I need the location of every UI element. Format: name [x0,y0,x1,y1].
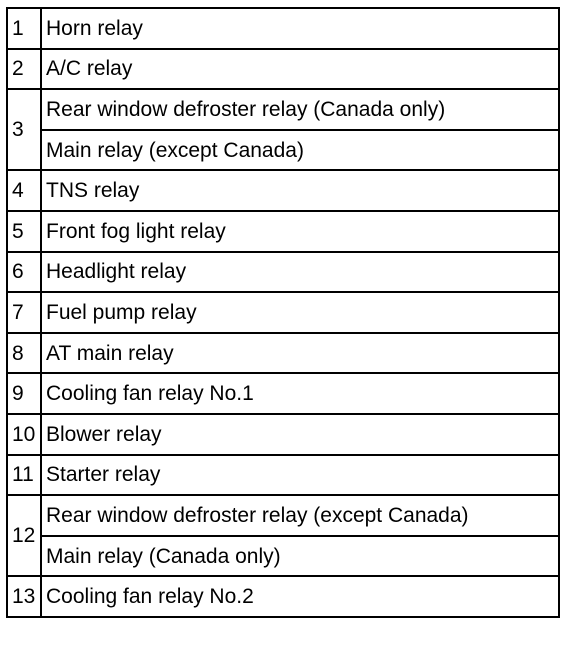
relay-description-cell: Cooling fan relay No.2 [41,576,559,617]
table-row [7,8,559,49]
relay-description-cell: Blower relay [41,414,559,455]
table-row [7,455,559,496]
table-row [7,49,559,90]
relay-description-cell: Cooling fan relay No.1 [41,373,559,414]
relay-number-cell: 4 [7,170,41,211]
relay-number-cell: 2 [7,49,41,90]
table-row [7,536,559,577]
relay-description-cell: Horn relay [41,8,559,49]
relay-number-cell: 13 [7,576,41,617]
relay-description-cell: Main relay (except Canada) [41,130,559,171]
table-row [7,373,559,414]
relay-number-cell: 1 [7,8,41,49]
relay-number-cell: 8 [7,333,41,374]
relay-number-cell: 12 [7,495,41,576]
relay-number-cell: 11 [7,455,41,496]
relay-description-cell: Rear window defroster relay (Canada only) [41,89,559,130]
relay-description-cell: AT main relay [41,333,559,374]
relay-description-cell: Main relay (Canada only) [41,536,559,577]
relay-description-cell: TNS relay [41,170,559,211]
table-row [7,170,559,211]
table-row [7,292,559,333]
table-row [7,333,559,374]
relay-number-cell: 3 [7,89,41,170]
relay-number-cell: 7 [7,292,41,333]
table-row [7,576,559,617]
relay-description-cell: Front fog light relay [41,211,559,252]
table-row [7,495,559,536]
table-row [7,130,559,171]
table-row [7,252,559,293]
relay-description-cell: Fuel pump relay [41,292,559,333]
table-row [7,89,559,130]
relay-number-cell: 6 [7,252,41,293]
relay-table-body [7,8,559,617]
relay-number-cell: 10 [7,414,41,455]
relay-description-cell: Starter relay [41,455,559,496]
table-row [7,211,559,252]
relay-description-cell: Rear window defroster relay (except Canada) [41,495,559,536]
relay-table [6,7,560,618]
relay-description-cell: Headlight relay [41,252,559,293]
table-row [7,414,559,455]
relay-number-cell: 5 [7,211,41,252]
relay-description-cell: A/C relay [41,49,559,90]
relay-number-cell: 9 [7,373,41,414]
